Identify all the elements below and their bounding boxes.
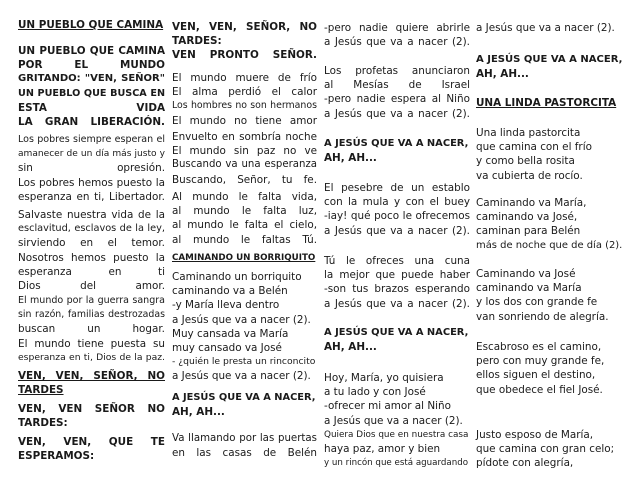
stanza: a Jesús que va a nacer (2). [476,22,615,34]
song-title-caminando: CAMINANDO UN BORRIQUITO [172,253,316,263]
stanza: Caminando va José caminando va María y los dos con grande fe van sonriendo de alegría. [476,268,609,323]
stanza: Envuelto en sombría noche El mundo sin paz no ve Buscando va una esperanza Buscando, Señor, tu fe. [172,131,317,186]
refrain: A JESÚS QUE VA A NACER, AH, AH... [476,54,623,81]
chorus: VEN, VEN SEÑOR NO TARDES: [18,403,165,430]
stanza: Hoy, María, yo quisiera a tu lado y con José -ofrecer mi amor al Niño a Jesús que va a nacer (2). Quiera Dios que en nuestra casa haya paz, amor y bien y un rincón que está aguardando [324,372,469,469]
stanza: Los profetas anunciaron al Mesías de Israel -pero nadie espera al Niño a Jesús que va a nacer (2). [324,65,470,120]
song-title-pastorcita: UNA LINDA PASTORCITA [476,97,617,109]
stanza: El pesebre de un establo con la mula y con el buey -iay! qué poco le ofrecemos a Jesús que va a nacer (2). [324,182,470,237]
chorus: VEN, VEN, SEÑOR, NO TARDES: VEN PRONTO SEÑOR. [172,21,317,62]
stanza: Escabroso es el camino, pero con muy grande fe, ellos siguen el destino, que obedece el fiel José. [476,341,605,396]
refrain: A JESÚS QUE VA A NACER, AH, AH... [324,327,469,354]
stanza: -pero nadie quiere abrirle a Jesús que va a nacer (2). [324,22,470,49]
stanza: Una linda pastorcita que camina con el frío y como bella rosita va cubierta de rocío. [476,127,592,182]
chorus: VEN, VEN, QUE TE ESPERAMOS: [18,436,165,463]
stanza: Caminando un borriquito caminando va a Belén -y María lleva dentro a Jesús que va a nacer (2). Muy cansada va María muy cansado va José - ¿quién le presta un rinconcito a Jesús que va a nacer (2). [172,271,316,383]
song-title-un-pueblo: UN PUEBLO QUE CAMINA [18,19,164,31]
chorus: VEN, VEN, SEÑOR, NO TARDES [18,370,165,397]
stanza: Va llamando por las puertas en las casas de Belén [172,433,317,460]
heading-paragraph: UN PUEBLO QUE CAMINA POR EL MUNDO GRITANDO: "VEN, SEÑOR" UN PUEBLO QUE BUSCA EN ESTA VIDA LA GRAN LIBERACIÓN. [18,45,165,129]
stanza: Justo esposo de María, que camina con gran celo; pídote con alegría, [476,429,615,470]
refrain: A JESÚS QUE VA A NACER, AH, AH... [324,138,469,165]
stanza: Caminando va María, caminando va José, caminan para Belén más de noche que de día (2). [476,197,623,251]
stanza: El mundo por la guerra sangra sin razón, familias destrozadas buscan un hogar. El mundo tiene puesta su esperanza en ti, Dios de la paz. [18,295,165,363]
stanza: El mundo muere de frío El alma perdió el calor Los hombres no son hermanos El mundo no tiene amor [172,72,317,127]
stanza: Salvaste nuestra vida de la esclavitud, esclavos de la ley, sirviendo en el temor. Nosotros hemos puesto la esperanza en ti Dios del amor. [18,209,165,293]
stanza: Al mundo le falta vida, al mundo le falta luz, al mundo le falta el cielo, al mundo le faltas Tú. [172,191,317,246]
stanza: Tú le ofreces una cuna la mejor que puede haber -son tus brazos esperando a Jesús que va a nacer (2). [324,255,470,310]
refrain: A JESÚS QUE VA A NACER, AH, AH... [172,392,316,419]
stanza: Los pobres siempre esperan el amanecer de un día más justo y sin opresión. Los pobres hemos puesto la esperanza en ti, Libertador. [18,134,165,203]
